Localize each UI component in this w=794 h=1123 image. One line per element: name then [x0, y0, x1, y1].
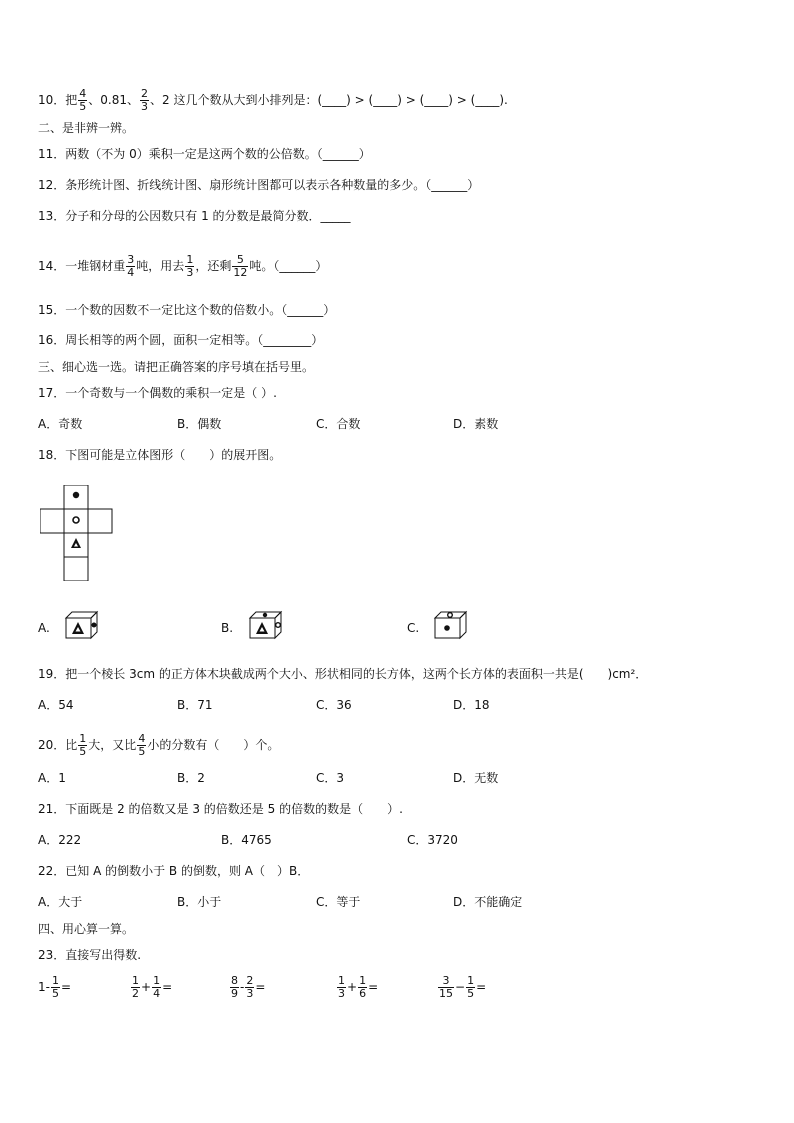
fraction [126, 254, 135, 279]
fraction [131, 975, 140, 1000]
option-d[interactable]: D．18 [453, 698, 490, 712]
question-number: 11． [38, 147, 66, 161]
option-b[interactable]: B. [221, 621, 234, 635]
text: ） [467, 178, 480, 192]
option-c[interactable]: C. [407, 621, 420, 635]
question-12 [38, 177, 479, 193]
numerator: 1 [338, 974, 345, 987]
numerator: 1 [359, 974, 367, 987]
text: 把 [65, 93, 78, 107]
fraction [232, 254, 248, 279]
denominator: 6 [359, 987, 367, 1000]
question-20 [38, 733, 279, 758]
option-a[interactable]: A. [38, 621, 50, 635]
question-15 [38, 302, 335, 318]
equals-sign: = [255, 980, 266, 994]
question-number: 10． [38, 93, 66, 107]
numerator: 2 [246, 974, 254, 987]
equals-sign: = [60, 980, 72, 994]
fraction [152, 975, 161, 1000]
text: ） [311, 333, 324, 347]
answer-blank[interactable]: ______ [322, 147, 359, 161]
question-11 [38, 146, 371, 162]
question-number: 14． [38, 259, 66, 273]
numerator: 1 [51, 974, 59, 987]
option-d[interactable]: D．不能确定 [453, 895, 523, 909]
equals-sign: = [476, 980, 487, 994]
question-text: 直接写出得数. [65, 948, 142, 962]
question-text: 周长相等的两个圆，面积一定相等。（ [65, 333, 264, 347]
operator: + [141, 980, 152, 994]
answer-blank[interactable]: _____ [320, 209, 351, 223]
question-text: 分子和分母的公因数只有 1 的分数是最简分数． [65, 209, 321, 223]
expression-2 [130, 975, 172, 1000]
option-b[interactable]: B．4765 [221, 833, 272, 847]
answer-blank[interactable]: ____ [424, 93, 449, 107]
operator: − [455, 980, 466, 994]
answer-blank[interactable]: ______ [287, 303, 324, 317]
question-text: 一个数的因数不一定比这个数的倍数小。（ [65, 303, 288, 317]
question-number: 12． [38, 178, 66, 192]
numerator: 8 [231, 974, 238, 987]
fraction [78, 88, 87, 113]
numerator: 4 [138, 732, 146, 745]
cube-option-c-icon[interactable] [433, 610, 473, 640]
cube-net-figure [40, 485, 116, 581]
option-a[interactable]: A．1 [38, 771, 66, 785]
question-19 [38, 666, 647, 682]
denominator: 5 [138, 745, 146, 758]
text: ) > ( [448, 93, 476, 107]
denominator: 4 [127, 266, 135, 279]
text: ） [315, 259, 328, 273]
answer-blank[interactable]: ______ [431, 178, 468, 192]
option-b[interactable]: B．小于 [177, 895, 222, 909]
cube-option-a-icon[interactable] [64, 610, 104, 640]
text: 吨。（ [249, 259, 280, 273]
text: ) > ( [346, 93, 374, 107]
dot-icon [73, 492, 79, 498]
fraction [466, 975, 475, 1000]
answer-blank[interactable]: ____ [475, 93, 500, 107]
question-number: 19． [38, 667, 66, 681]
denominator: 5 [79, 100, 87, 113]
question-text: 两数（不为 0）乘积一定是这两个数的公倍数。（ [65, 147, 323, 161]
numerator: 5 [232, 254, 248, 267]
denominator: 2 [132, 987, 139, 1000]
option-a[interactable]: A．222 [38, 833, 82, 847]
operator: + [347, 980, 358, 994]
expression-1 [38, 975, 71, 1000]
triangle-icon [71, 538, 81, 548]
fraction [137, 733, 146, 758]
fraction [78, 733, 87, 758]
denominator: 3 [186, 266, 194, 279]
fraction [438, 975, 454, 1000]
numerator: 1 [153, 974, 161, 987]
text: ） [323, 303, 336, 317]
text: ） [358, 147, 371, 161]
option-d[interactable]: D．无数 [453, 771, 499, 785]
option-b[interactable]: B．2 [177, 771, 205, 785]
text: 比 [65, 738, 78, 752]
question-text: 把一个棱长 3cm 的正方体木块截成两个大小、形状相同的长方体，这两个长方体的表面积一共是( )cm²． [65, 667, 648, 681]
question-22 [38, 863, 309, 879]
question-number: 21． [38, 802, 66, 816]
option-d[interactable]: D．素数 [453, 417, 499, 431]
section-heading-2: 二、是非辨一辨。 [38, 121, 135, 135]
numerator: 3 [127, 253, 135, 266]
cube-option-b-icon[interactable] [248, 610, 288, 640]
ring-icon [73, 517, 79, 523]
fraction [245, 975, 254, 1000]
option-a[interactable]: A．54 [38, 698, 74, 712]
denominator: 12 [233, 266, 248, 279]
option-c[interactable]: C．36 [316, 698, 352, 712]
fraction [185, 254, 194, 279]
question-18 [38, 447, 281, 463]
numerator: 3 [438, 975, 454, 988]
text: 、2 这几个数从大到小排列是：( [150, 93, 323, 107]
numerator: 4 [79, 87, 87, 100]
text: ) > ( [397, 93, 425, 107]
option-c[interactable]: C．等于 [316, 895, 361, 909]
text: ，还剩 [195, 259, 232, 273]
text: 、0.81、 [88, 93, 140, 107]
denominator: 5 [79, 745, 87, 758]
numerator: 1 [132, 974, 139, 987]
denominator: 5 [467, 987, 475, 1000]
denominator: 3 [246, 987, 254, 1000]
question-number: 17． [38, 386, 66, 400]
numerator: 2 [141, 87, 149, 100]
option-c[interactable]: C．合数 [316, 417, 361, 431]
option-c[interactable]: C．3720 [407, 833, 458, 847]
question-text: 条形统计图、折线统计图、扇形统计图都可以表示各种数量的多少。（ [65, 178, 432, 192]
question-number: 20． [38, 738, 66, 752]
option-a[interactable]: A．奇数 [38, 417, 83, 431]
question-number: 15． [38, 303, 66, 317]
answer-blank[interactable]: ______ [279, 259, 316, 273]
expression-5 [437, 975, 486, 1000]
question-16 [38, 332, 323, 348]
question-text: 一个奇数与一个偶数的乘积一定是（ ）. [65, 386, 277, 400]
answer-blank[interactable]: ________ [263, 333, 312, 347]
text: 大，又比 [88, 738, 137, 752]
question-17 [38, 385, 277, 401]
fraction [51, 975, 60, 1000]
fraction [140, 88, 149, 113]
option-a[interactable]: A．大于 [38, 895, 83, 909]
question-number: 13． [38, 209, 66, 223]
question-number: 23． [38, 948, 66, 962]
expression-4 [336, 975, 378, 1000]
answer-blank[interactable]: ____ [322, 93, 347, 107]
question-text: 已知 A 的倒数小于 B 的倒数，则 A（ ）B． [65, 864, 310, 878]
question-number: 16． [38, 333, 66, 347]
numerator: 1 [467, 974, 475, 987]
text: 1- [38, 980, 50, 994]
question-13 [38, 208, 351, 224]
question-23 [38, 947, 141, 963]
text: 吨，用去 [136, 259, 185, 273]
denominator: 5 [51, 987, 59, 1000]
denominator: 9 [231, 987, 238, 1000]
operator: - [240, 980, 245, 994]
question-text: 下面既是 2 的倍数又是 3 的倍数还是 5 的倍数的数是（ ）. [65, 802, 403, 816]
equals-sign: = [368, 980, 379, 994]
option-c[interactable]: C．3 [316, 771, 345, 785]
fraction [230, 975, 239, 1000]
denominator: 3 [338, 987, 345, 1000]
question-10 [38, 88, 508, 113]
text: 小的分数有（ ）个。 [147, 738, 280, 752]
denominator: 3 [141, 100, 149, 113]
question-text: 下图可能是立体图形（ ）的展开图。 [65, 448, 282, 462]
answer-blank[interactable]: ____ [373, 93, 398, 107]
option-b[interactable]: B．偶数 [177, 417, 222, 431]
option-b[interactable]: B．71 [177, 698, 213, 712]
fraction [358, 975, 367, 1000]
numerator: 1 [79, 732, 87, 745]
denominator: 4 [153, 987, 161, 1000]
numerator: 1 [186, 253, 194, 266]
text: 一堆钢材重 [65, 259, 126, 273]
question-number: 18． [38, 448, 66, 462]
question-number: 22． [38, 864, 66, 878]
question-21 [38, 801, 403, 817]
fraction [337, 975, 346, 1000]
expression-3 [229, 975, 265, 1000]
section-heading-4: 四、用心算一算。 [38, 922, 135, 936]
denominator: 15 [439, 987, 453, 1000]
equals-sign: = [162, 980, 173, 994]
section-heading-3: 三、细心选一选。请把正确答案的序号填在括号里。 [38, 360, 315, 374]
question-14 [38, 254, 327, 279]
text: ). [499, 93, 508, 107]
